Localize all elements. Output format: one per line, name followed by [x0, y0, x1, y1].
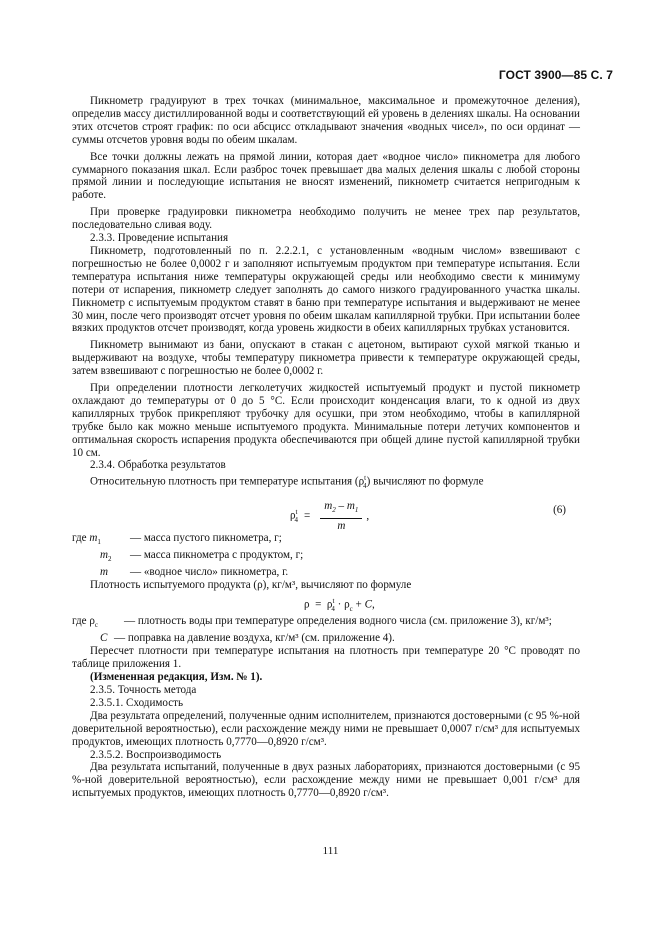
document-body [72, 95, 580, 800]
paragraph: Плотность испытуемого продукта (ρ), кг/м³, вычисляют по формуле [90, 579, 412, 592]
paragraph: Пересчет плотности при температуре испытания на плотность при температуре 20 °С проводят по таблице приложения 1. [72, 645, 580, 671]
equation-number: (6) [553, 504, 566, 517]
paragraph: Два результата определений, полученные одним исполнителем, признаются достоверными (с 95 %-ной доверительной вероятностью), если расхождение между ними не превышает 0,0007 г/см³ для испытуемых продуктов, имеющих плотность 0,7770—0,8920 г/см³. [72, 709, 580, 748]
paragraph: Относительную плотность при температуре испытания $(\rho^t_4)$ вычисляют по формуле [90, 474, 484, 491]
paragraph: Пикнометр, подготовленный по п. 2.2.2.1, с установленным «водным числом» взвешивают с погрешностью не более 0,0002 г и заполняют испытуемым продуктом при температуре испытания. Если температура испытания ниже температуры окружающей среды или необходимо свести к минимуму потери от испарения, пикнометр следует заполнять до самого низкого градуированного участка шкалы. Пикнометр с испытуемым продуктом ставят в баню при температуре испытания и выдерживают не менее 30 мин, после чего производят отсчет уровня по обеим шкалам капиллярной трубки. При испытании более вязких продуктов отсчет производят, когда уровень жидкости в обеих капиллярных трубках установится. [72, 244, 580, 335]
paragraph: При определении плотности легколетучих жидкостей испытуемый продукт и пустой пикнометр охлаждают до температуры от 0 до 5 °С. Если происходит конденсация влаги, то к одной из двух капиллярных трубок прикрепляют трубочку для осушки, при этом необходимо, чтобы в капиллярной трубке было как можно меньше испытуемого продукта. Минимальные потери летучих компонентов и оптимальная скорость испарения продукта обеспечиваются при общей длине пустой капиллярной трубки 10 см. [72, 382, 580, 459]
page-header: ГОСТ 3900—85 С. 7 [498, 68, 613, 82]
edit-note: (Измененная редакция, Изм. № 1). [90, 671, 263, 684]
legend-row: m — «водное число» пикнометра, г. [100, 566, 289, 579]
legend-row: $m_2$ — масса пикнометра с продуктом, г; [100, 549, 304, 564]
section-heading: 2.3.3. Проведение испытания [90, 232, 229, 245]
section-heading: 2.3.5.1. Сходимость [90, 696, 184, 709]
page-number: 111 [322, 845, 339, 857]
paragraph: Все точки должны лежать на прямой линии, которая дает «водное число» пикнометра для любого суммарного показания шкал. Если разброс точек превышает два малых деления шкалы с любой стороны прямой линии и последующие испытания не вносят изменений, пикнометр считается непригодным к работе. [72, 150, 580, 202]
paragraph: При проверке градуировки пикнометра необходимо получить не менее трех пар результатов, последовательно сливая воду. [72, 206, 580, 232]
legend-row: где $\rho_с$ — плотность воды при температуре определения водного числа (см. приложение 3), кг/м³; [72, 615, 552, 630]
section-heading: 2.3.4. Обработка результатов [90, 459, 226, 472]
paragraph: Пикнометр градуируют в трех точках (минимальное, максимальное и промежуточное деления), определив массу дистиллированной воды и соответствующий ей уровень в делениях шкалы. На основании этих отсчетов строят график: по оси абсцисс откладывают значения «водных чисел», по оси ординат — суммы отсчетов уровня воды по обеим шкалам. [72, 95, 580, 146]
legend-row: С — поправка на давление воздуха, кг/м³ (см. приложение 4). [100, 632, 395, 645]
legend-row: где $m_1$ — масса пустого пикнометра, г; [72, 532, 282, 547]
formula-density: $\rho = \rho^t_4 \cdot \rho_с + С$, [304, 597, 375, 614]
section-heading: 2.3.5.2. Воспроизводимость [90, 748, 222, 761]
section-heading: 2.3.5. Точность метода [90, 684, 197, 696]
formula-6: $\rho^t_4$ = $\frac{m_2 - m_1}{m}$ , (6) [290, 500, 566, 533]
paragraph: Пикнометр вынимают из бани, опускают в стакан с ацетоном, вытирают сухой мягкой тканью и выдерживают на воздухе, чтобы температуру пикнометра привести к температуре окружающей среды, затем взвешивают с погрешностью не более 0,0002 г. [72, 339, 580, 378]
paragraph: Два результата испытаний, полученные в двух разных лабораториях, признаются достоверными (с 95 %-ной доверительной вероятностью), если расхождение между ними не превышает 0,001 г/см³ для испытуемых продуктов, имеющих плотность 0,7770—0,8920 г/см³. [72, 761, 580, 800]
